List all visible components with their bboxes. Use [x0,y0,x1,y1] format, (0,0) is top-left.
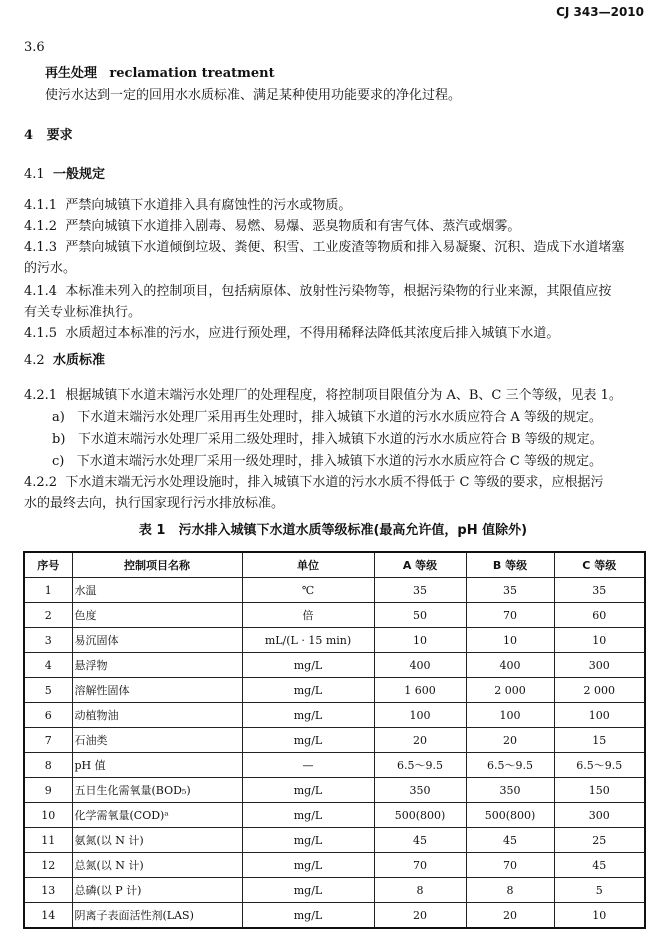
clause-4-1-1 [24,194,351,213]
subitem-text: 下水道末端污水处理厂采用再生处理时，排入城镇下水道的污水水质应符合 A 等级的规定。 [77,410,602,425]
cell-grade-a: 50 [374,603,466,628]
subitem-text: 下水道末端污水处理厂采用二级处理时，排入城镇下水道的污水水质应符合 B 等级的规定。 [77,432,603,447]
clause-4-1-2 [24,215,520,234]
table-row [24,853,645,878]
cell-grade-a: 20 [374,903,466,929]
cell-unit: mg/L [242,778,374,803]
term-zh: 再生处理 [45,66,98,81]
cell-grade-a: 100 [374,703,466,728]
standard-code: CJ 343—2010 [556,5,644,19]
section-3-6-number: 3.6 [24,40,45,55]
clause-text: 严禁向城镇下水道排入具有腐蚀性的污水或物质。 [65,198,352,213]
section-4-1-heading [24,163,105,182]
cell-no: 12 [24,853,72,878]
table-1 [23,551,646,929]
cell-unit: mg/L [242,828,374,853]
table-row [24,878,645,903]
cell-grade-b: 70 [466,603,554,628]
cell-grade-b: 100 [466,703,554,728]
table-row [24,803,645,828]
cell-grade-b: 400 [466,653,554,678]
table-row [24,603,645,628]
table-header-row [24,552,645,578]
cell-item: 氨氮(以 N 计) [72,828,242,853]
col-header-no: 序号 [24,552,72,578]
cell-grade-b: 500(800) [466,803,554,828]
section-4-1-title: 一般规定 [52,167,105,182]
cell-grade-c: 5 [554,878,645,903]
cell-grade-c: 10 [554,628,645,653]
section-4-number: 4 [24,128,34,143]
cell-no: 1 [24,578,72,603]
cell-item: 易沉固体 [72,628,242,653]
cell-grade-b: 20 [466,903,554,929]
cell-unit: mg/L [242,703,374,728]
section-4-2-heading [24,349,105,368]
clause-4-2-1 [24,384,622,403]
cell-grade-c: 35 [554,578,645,603]
cell-grade-a: 35 [374,578,466,603]
table-row [24,578,645,603]
cell-item: 溶解性固体 [72,678,242,703]
cell-item: 总磷(以 P 计) [72,878,242,903]
cell-grade-b: 35 [466,578,554,603]
col-header-grade-a: A 等级 [374,552,466,578]
cell-unit: 倍 [242,603,374,628]
subitem-label: c) [52,454,65,469]
clause-4-2-2-cont: 水的最终去向，执行国家现行污水排放标准。 [24,496,285,511]
cell-grade-b: 6.5～9.5 [466,753,554,778]
subitem-label: b) [52,432,66,447]
table-row [24,728,645,753]
cell-no: 6 [24,703,72,728]
cell-grade-b: 10 [466,628,554,653]
clause-text: 下水道末端无污水处理设施时，排入城镇下水道的污水水质不得低于 C 等级的要求，应根据污 [65,475,604,490]
cell-unit: — [242,753,374,778]
table-row [24,828,645,853]
cell-unit: ℃ [242,578,374,603]
cell-item: 水温 [72,578,242,603]
cell-grade-a: 70 [374,853,466,878]
cell-grade-b: 45 [466,828,554,853]
clause-4-1-3-cont: 的污水。 [24,261,77,276]
table-row [24,628,645,653]
cell-grade-a: 8 [374,878,466,903]
cell-unit: mg/L [242,853,374,878]
cell-unit: mg/L [242,803,374,828]
cell-item: 阴离子表面活性剂(LAS) [72,903,242,929]
table-row [24,903,645,929]
cell-grade-c: 10 [554,903,645,929]
clause-number: 4.1.4 [24,284,58,299]
section-4-heading [24,124,73,143]
cell-grade-c: 300 [554,653,645,678]
clause-4-1-3 [24,236,624,255]
subitem-text: 下水道末端污水处理厂采用一级处理时，排入城镇下水道的污水水质应符合 C 等级的规定。 [76,454,602,469]
cell-no: 8 [24,753,72,778]
col-header-unit: 单位 [242,552,374,578]
cell-no: 14 [24,903,72,929]
cell-item: 色度 [72,603,242,628]
cell-item: 化学需氧量(COD)ᵃ [72,803,242,828]
section-4-2-number: 4.2 [24,353,45,368]
cell-item: 总氮(以 N 计) [72,853,242,878]
cell-grade-a: 20 [374,728,466,753]
section-4-2-title: 水质标准 [52,353,105,368]
clause-4-2-2 [24,471,604,490]
cell-grade-c: 300 [554,803,645,828]
cell-no: 11 [24,828,72,853]
cell-item: 五日生化需氧量(BOD₅) [72,778,242,803]
cell-no: 10 [24,803,72,828]
clause-number: 4.1.3 [24,240,58,255]
clause-number: 4.2.2 [24,475,58,490]
cell-grade-a: 500(800) [374,803,466,828]
cell-grade-b: 2 000 [466,678,554,703]
subitem-c [52,450,602,469]
cell-grade-a: 6.5～9.5 [374,753,466,778]
cell-no: 2 [24,603,72,628]
clause-number: 4.1.5 [24,326,58,341]
subitem-a [52,406,602,425]
subitem-b [52,428,603,447]
col-header-grade-b: B 等级 [466,552,554,578]
cell-grade-b: 20 [466,728,554,753]
cell-item: 石油类 [72,728,242,753]
cell-unit: mL/(L · 15 min) [242,628,374,653]
section-4-1-number: 4.1 [24,167,45,182]
clause-4-1-4-cont: 有关专业标准执行。 [24,305,142,320]
cell-item: 悬浮物 [72,653,242,678]
clause-text: 严禁向城镇下水道倾倒垃圾、粪便、积雪、工业废渣等物质和排入易凝聚、沉积、造成下水道堵塞 [65,240,625,255]
cell-grade-b: 70 [466,853,554,878]
table-1-title: 表 1 污水排入城镇下水道水质等级标准(最高允许值，pH 值除外) [138,523,528,538]
cell-grade-b: 8 [466,878,554,903]
table-row [24,778,645,803]
cell-grade-a: 10 [374,628,466,653]
cell-unit: mg/L [242,728,374,753]
clause-text: 根据城镇下水道末端污水处理厂的处理程度，将控制项目限值分为 A、B、C 三个等级，见表 1。 [65,388,622,403]
clause-text: 严禁向城镇下水道排入剧毒、易燃、易爆、恶臭物质和有害气体、蒸汽或烟雾。 [65,219,521,234]
cell-grade-c: 25 [554,828,645,853]
cell-no: 3 [24,628,72,653]
section-3-6-definition: 使污水达到一定的回用水水质标准、满足某种使用功能要求的净化过程。 [45,88,462,103]
clause-number: 4.1.1 [24,198,58,213]
cell-grade-c: 6.5～9.5 [554,753,645,778]
clause-4-1-5 [24,322,559,341]
section-3-6-term [45,62,275,81]
cell-grade-c: 15 [554,728,645,753]
cell-grade-c: 150 [554,778,645,803]
cell-grade-c: 45 [554,853,645,878]
cell-grade-a: 45 [374,828,466,853]
table-row [24,703,645,728]
cell-no: 4 [24,653,72,678]
table-row [24,653,645,678]
col-header-item: 控制项目名称 [72,552,242,578]
cell-no: 7 [24,728,72,753]
table-row [24,753,645,778]
cell-grade-c: 2 000 [554,678,645,703]
cell-grade-a: 400 [374,653,466,678]
clause-number: 4.2.1 [24,388,58,403]
cell-item: pH 值 [72,753,242,778]
cell-no: 9 [24,778,72,803]
cell-grade-a: 1 600 [374,678,466,703]
term-en: reclamation treatment [109,66,275,81]
col-header-grade-c: C 等级 [554,552,645,578]
clause-text: 水质超过本标准的污水，应进行预处理，不得用稀释法降低其浓度后排入城镇下水道。 [65,326,560,341]
cell-unit: mg/L [242,678,374,703]
cell-unit: mg/L [242,903,374,929]
clause-text: 本标准未列入的控制项目，包括病原体、放射性污染物等，根据污染物的行业来源，其限值应按 [65,284,612,299]
cell-unit: mg/L [242,653,374,678]
subitem-label: a) [52,410,65,425]
cell-grade-c: 60 [554,603,645,628]
clause-number: 4.1.2 [24,219,58,234]
table-row [24,678,645,703]
cell-grade-a: 350 [374,778,466,803]
cell-item: 动植物油 [72,703,242,728]
cell-no: 13 [24,878,72,903]
section-4-title: 要求 [46,128,73,143]
clause-4-1-4 [24,280,611,299]
cell-grade-b: 350 [466,778,554,803]
cell-unit: mg/L [242,878,374,903]
cell-grade-c: 100 [554,703,645,728]
cell-no: 5 [24,678,72,703]
